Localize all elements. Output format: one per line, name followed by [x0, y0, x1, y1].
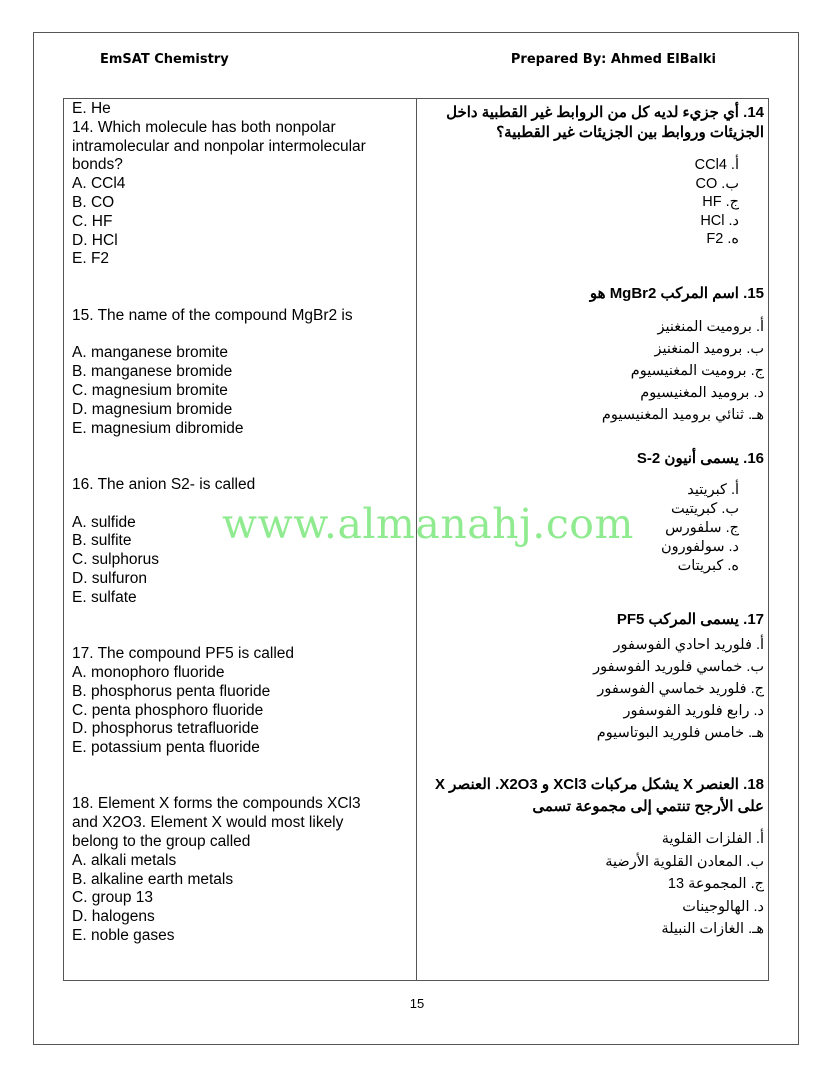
watermark: www.almanahj.com: [222, 500, 634, 548]
english-line: C. magnesium bromite: [72, 381, 228, 399]
ar-option: هـ. خامس فلوريد البوتاسيوم: [596, 725, 764, 741]
ar-option: هـ. ثنائي بروميد المغنيسيوم: [601, 407, 764, 423]
english-line: E. F2: [72, 250, 110, 268]
english-line: [72, 326, 402, 345]
ar-option: أ. الفلزات القلوية: [661, 831, 764, 847]
english-line: C. penta phosphoro fluoride: [72, 701, 264, 719]
ar-q17-options: [593, 634, 764, 744]
english-line: 17. The compound PF5 is called: [72, 645, 295, 663]
english-line: C. sulphorus: [72, 551, 160, 569]
english-line: B. phosphorus penta fluoride: [72, 682, 271, 700]
ar-q14-line2: الجزيئات وروابط بين الجزيئات غير القطبية؟: [496, 124, 764, 141]
english-line: [72, 758, 402, 777]
english-line: [72, 777, 402, 796]
ar-option: د. HCl: [700, 212, 739, 229]
ar-option: ج. بروميت المغنيسيوم: [630, 363, 764, 379]
ar-q18-line1: 18. العنصر X يشكل مركبات XCl3 و X2O3. العنصر X: [435, 776, 764, 793]
ar-q18-options: [605, 828, 764, 941]
ar-option: ب. المعادن القلوية الأرضية: [605, 853, 764, 870]
ar-q17: 17. يسمى المركب PF5: [616, 611, 764, 628]
english-line: E. potassium penta fluoride: [72, 739, 260, 757]
english-line: 15. The name of the compound MgBr2 is: [72, 306, 353, 324]
ar-option: د. الهالوجينات: [682, 898, 764, 915]
english-line: C. group 13: [72, 889, 153, 907]
page-number: 15: [409, 996, 425, 1011]
header-right: Prepared By: Ahmed ElBalki: [510, 52, 716, 67]
english-line: [72, 288, 402, 307]
ar-option: ب. CO: [695, 175, 739, 192]
ar-q18-line2: على الأرجح تنتمي إلى مجموعة تسمى: [532, 798, 764, 815]
english-line: A. sulfide: [72, 513, 136, 531]
english-line: 14. Which molecule has both nonpolar: [72, 118, 336, 136]
ar-option: أ. CCl4: [694, 157, 739, 173]
english-line: A. manganese bromite: [72, 344, 228, 362]
english-line: A. monophoro fluoride: [72, 663, 225, 681]
ar-option: ج. سلفورس: [665, 520, 739, 536]
english-line: and X2O3. Element X would most likely: [72, 814, 344, 832]
english-line: B. CO: [72, 193, 115, 211]
ar-option: ه. كبريتات: [677, 558, 739, 574]
english-line: [72, 438, 402, 457]
english-line: B. alkaline earth metals: [72, 870, 234, 888]
english-line: [72, 608, 402, 627]
ar-option: ج. HF: [702, 194, 739, 210]
english-line: C. HF: [72, 212, 113, 230]
ar-option: أ. فلوريد احادي الفوسفور: [613, 637, 764, 653]
english-line: D. HCl: [72, 231, 118, 249]
english-line: D. magnesium bromide: [72, 400, 233, 418]
ar-option: ج. المجموعة 13: [667, 876, 764, 892]
english-line: E. sulfate: [72, 588, 137, 606]
english-line: D. phosphorus tetrafluoride: [72, 720, 259, 738]
english-line: A. alkali metals: [72, 851, 177, 869]
english-line: bonds?: [72, 156, 123, 174]
ar-option: د. بروميد المغنيسيوم: [640, 385, 764, 401]
ar-option: أ. كبريتيد: [687, 482, 739, 498]
ar-q14-line1: 14. أي جزيء لديه كل من الروابط غير القطبية داخل: [446, 104, 764, 121]
ar-option: أ. بروميت المنغنيز: [657, 319, 764, 335]
ar-q15-options: [602, 316, 764, 426]
english-line: D. sulfuron: [72, 569, 147, 587]
ar-q14-options: [695, 156, 739, 249]
english-line: 18. Element X forms the compounds XCl3: [72, 795, 361, 813]
english-line: E. He: [72, 100, 111, 117]
english-line: B. manganese bromide: [72, 363, 233, 381]
english-line: [72, 626, 402, 645]
english-line: [72, 269, 402, 288]
ar-option: د. سولفورون: [660, 539, 739, 555]
ar-option: هـ. الغازات النبيلة: [661, 921, 764, 937]
english-line: belong to the group called: [72, 833, 251, 851]
ar-option: د. رابع فلوريد الفوسفور: [623, 703, 764, 719]
english-line: [72, 457, 402, 476]
english-line: B. sulfite: [72, 532, 132, 550]
ar-option: ب. خماسي فلوريد الفوسفور: [593, 659, 764, 675]
ar-option: ه. F2: [706, 231, 739, 247]
english-line: D. halogens: [72, 908, 155, 926]
ar-q16-options: [661, 481, 739, 576]
ar-option: ج. فلوريد خماسي الفوسفور: [597, 681, 764, 697]
ar-option: ب. كبريتيت: [670, 501, 739, 517]
english-line: E. magnesium dibromide: [72, 419, 244, 437]
ar-option: ب. بروميد المنغنيز: [654, 341, 764, 357]
english-line: intramolecular and nonpolar intermolecular: [72, 137, 366, 155]
english-line: A. CCl4: [72, 175, 126, 193]
english-line: 16. The anion S2- is called: [72, 475, 256, 493]
ar-q15: 15. اسم المركب MgBr2 هو: [589, 285, 764, 302]
ar-q16: 16. يسمى أنيون S-2: [636, 450, 764, 467]
english-line: E. noble gases: [72, 927, 175, 945]
header-left: EmSAT Chemistry: [100, 52, 229, 67]
